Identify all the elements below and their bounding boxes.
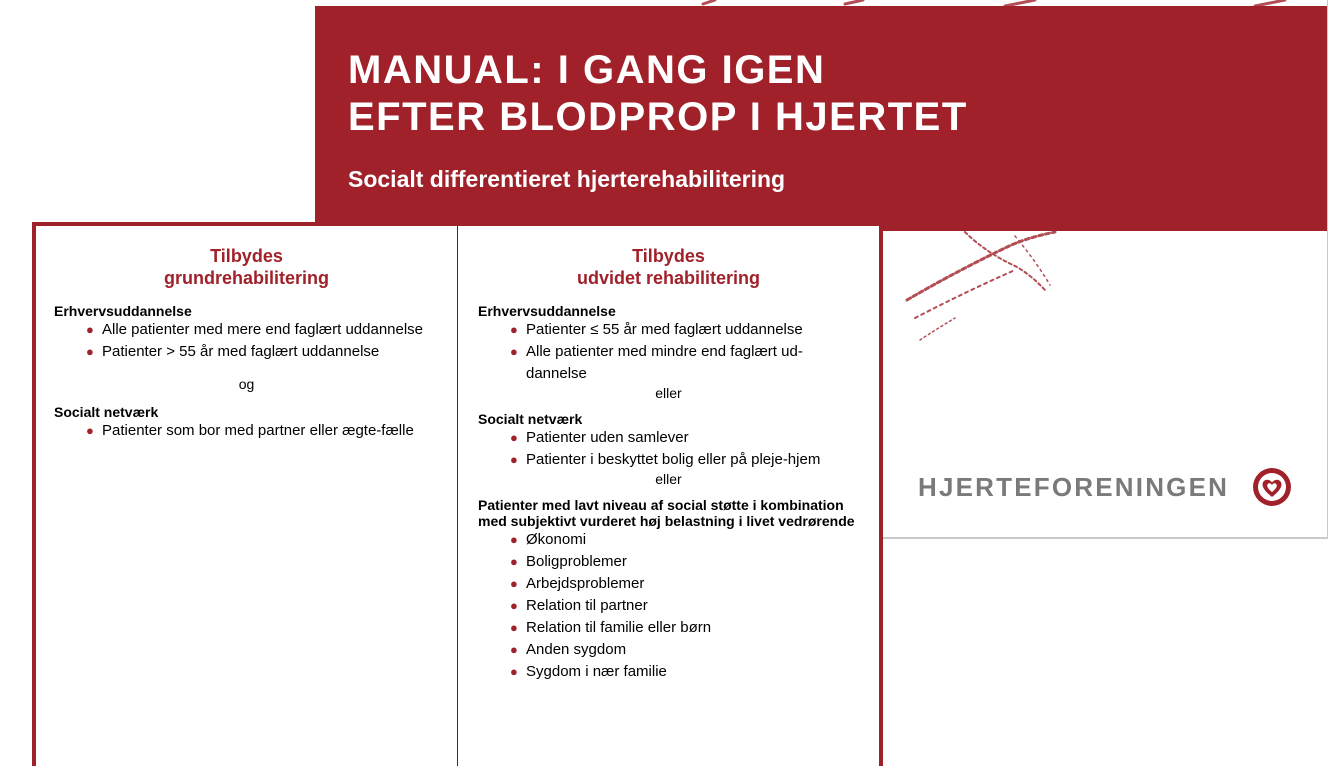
cover-title-line-1: MANUAL: I GANG IGEN <box>348 48 826 92</box>
connector-eller: eller <box>655 471 682 487</box>
bullet-icon: ● <box>510 532 518 547</box>
column-heading <box>458 245 879 289</box>
list-item: ● Arbejdsproblemer <box>526 573 879 595</box>
cover-title-line-2: EFTER BLODPROP I HJERTET <box>348 95 968 139</box>
column-heading-line-2: grundrehabilitering <box>163 268 329 288</box>
list-item: ● Alle patienter med mindre end faglært ud-dannelse <box>510 343 803 382</box>
bullet-icon: ● <box>86 344 94 359</box>
column-basic-rehabilitation <box>36 226 458 766</box>
bullet-icon: ● <box>510 598 518 613</box>
bullet-icon: ● <box>510 664 518 679</box>
column-heading <box>36 245 457 289</box>
list-item: ● Anden sygdom <box>526 639 879 661</box>
bullet-icon: ● <box>510 430 518 445</box>
connector-og: og <box>238 376 255 392</box>
bullet-icon: ● <box>510 452 518 467</box>
connector-eller: eller <box>655 385 682 401</box>
bullet-icon: ● <box>510 554 518 569</box>
criteria-list <box>478 319 879 385</box>
bullet-icon: ● <box>86 322 94 337</box>
bullet-icon: ● <box>510 344 518 359</box>
bullet-icon: ● <box>510 576 518 591</box>
list-item: ● Økonomi <box>526 529 879 551</box>
column-heading-line-1: Tilbydes <box>210 246 283 266</box>
cover-subtitle: Socialt differentieret hjerterehabilitering <box>348 166 786 192</box>
list-item: ● Alle patienter med mere end faglært uddannelse <box>102 319 457 341</box>
column-heading-line-1: Tilbydes <box>632 246 705 266</box>
criteria-list <box>54 319 457 363</box>
bullet-icon: ● <box>86 423 94 438</box>
criteria-list <box>54 420 457 442</box>
section-title: Socialt netværk <box>478 411 583 427</box>
bullet-icon: ● <box>510 322 518 337</box>
list-item: ● Patienter ≤ 55 år med faglært uddannelse <box>526 319 879 341</box>
list-item: ● Relation til partner <box>526 595 879 617</box>
section-title: Erhvervsuddannelse <box>54 303 192 319</box>
bullet-icon: ● <box>510 620 518 635</box>
brand-name: HJERTEFORENINGEN <box>918 471 1230 502</box>
section-title: Socialt netværk <box>54 404 159 420</box>
section-title: Erhvervsuddannelse <box>478 303 616 319</box>
criteria-list <box>478 529 879 683</box>
heart-logo-icon <box>1251 466 1293 508</box>
list-item: ● Patienter uden samlever <box>526 427 879 449</box>
list-item: ● Sygdom i nær familie <box>526 661 879 683</box>
column-extended-rehabilitation <box>458 226 879 766</box>
list-item: ● Patienter i beskyttet bolig eller på pleje-hjem <box>526 449 879 471</box>
bullet-icon: ● <box>510 642 518 657</box>
rehabilitation-criteria-table <box>32 222 883 766</box>
section-title: Patienter med lavt niveau af social støtte i kombination med subjektivt vurderet høj belastning i livet vedrørende <box>478 497 855 529</box>
list-item: ● Patienter som bor med partner eller ægte-fælle <box>102 420 457 442</box>
list-item: ● Patienter > 55 år med faglært uddannelse <box>102 341 457 363</box>
list-item: ● Relation til familie eller børn <box>526 617 879 639</box>
criteria-list <box>478 427 879 471</box>
cover-title <box>348 47 968 141</box>
column-heading-line-2: udvidet rehabilitering <box>576 268 761 288</box>
list-item: ● Boligproblemer <box>526 551 879 573</box>
brand <box>918 465 1293 509</box>
